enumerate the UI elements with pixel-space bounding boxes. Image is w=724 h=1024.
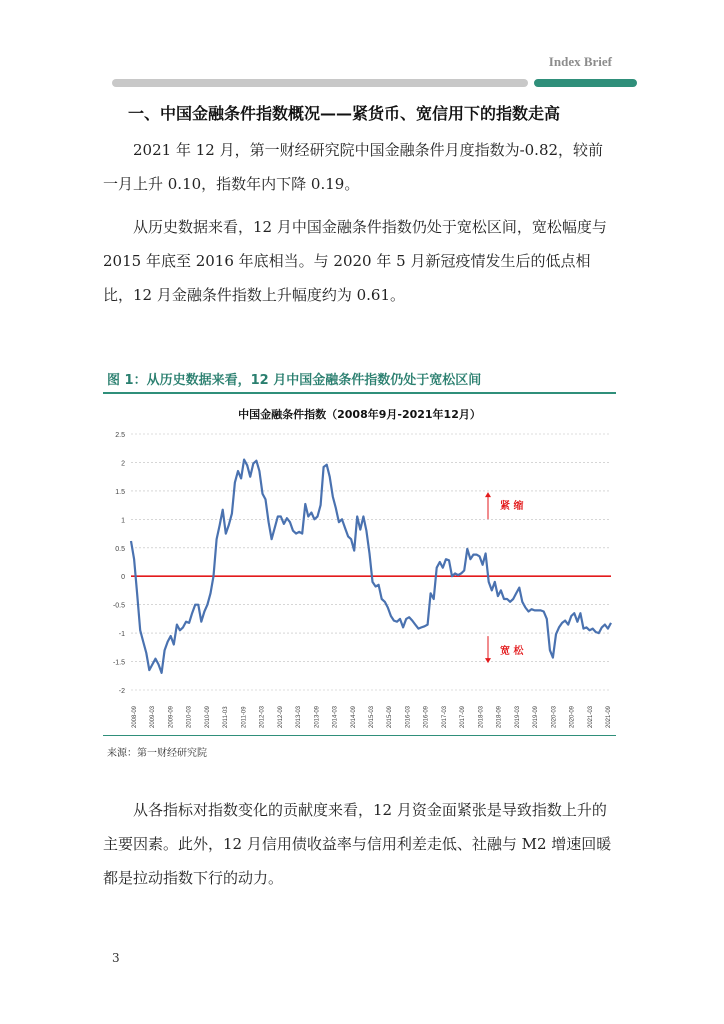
section-title: 一、中国金融条件指数概况——紧货币、宽信用下的指数走高: [128, 104, 561, 123]
figure-top-rule: [103, 392, 616, 394]
x-tick-label: 2017-09: [460, 705, 467, 728]
arrow-head-down-icon: [485, 658, 491, 663]
x-tick-label: 2018-03: [478, 705, 485, 728]
y-tick-label: -1: [118, 631, 125, 639]
x-tick-label: 2010-03: [186, 705, 193, 728]
chart-annotations: [485, 492, 524, 663]
y-tick-label: 1.5: [115, 488, 125, 496]
x-tick-label: 2012-03: [259, 705, 266, 728]
x-tick-label: 2013-09: [314, 705, 321, 728]
x-tick-label: 2013-03: [296, 705, 303, 728]
header-bar-gray: [112, 79, 528, 87]
y-tick-label: 2: [121, 460, 125, 468]
x-axis-labels: [132, 705, 612, 728]
annotation-label: 紧 缩: [500, 501, 524, 513]
x-tick-label: 2010-09: [204, 705, 211, 728]
y-tick-label: 1: [121, 517, 125, 525]
page-number: 3: [112, 951, 120, 965]
x-tick-label: 2012-09: [277, 705, 284, 728]
x-tick-label: 2020-03: [551, 705, 558, 728]
x-tick-label: 2017-03: [441, 705, 448, 728]
series-line: [131, 460, 611, 673]
figure-caption: 图 1：从历史数据来看，12 月中国金融条件指数仍处于宽松区间: [107, 373, 482, 388]
brand-label: Index Brief: [548, 54, 612, 69]
paragraph-1-text: 2021 年 12 月，第一财经研究院中国金融条件月度指数为-0.82，较前一月上升 0.10，指数年内下降 0.19。: [103, 141, 604, 193]
figure-source: 来源：第一财经研究院: [107, 748, 207, 759]
x-tick-label: 2009-03: [150, 705, 157, 728]
x-tick-label: 2014-09: [350, 705, 357, 728]
x-tick-label: 2015-03: [369, 705, 375, 728]
paragraph-3: [103, 793, 615, 895]
y-tick-label: -2: [118, 688, 125, 695]
x-tick-label: 2011-09: [241, 706, 248, 728]
x-tick-label: 2019-03: [514, 705, 521, 728]
y-axis-labels: [113, 432, 125, 695]
paragraph-3-text: 从各指标对指数变化的贡献度来看，12 月资金面紧张是导致指数上升的主要因素。此外，12 月信用债收益率与信用利差走低、社融与 M2 增速回暖都是拉动指数下行的动力。: [103, 801, 612, 887]
x-tick-label: 2018-09: [496, 705, 503, 728]
y-tick-label: 0: [121, 574, 125, 582]
x-tick-label: 2008-09: [132, 705, 138, 728]
x-tick-label: 2014-03: [332, 705, 339, 728]
y-tick-label: 0.5: [115, 545, 125, 553]
paragraph-2: [103, 210, 615, 312]
annotation-label: 宽 松: [500, 646, 524, 658]
chart-title: 中国金融条件指数（2008年9月-2021年12月）: [238, 408, 481, 421]
x-tick-label: 2021-09: [606, 705, 612, 728]
x-tick-label: 2016-09: [423, 705, 430, 728]
arrow-head-up-icon: [485, 492, 491, 497]
line-chart: [103, 420, 616, 730]
header-bar-green: [534, 79, 637, 87]
y-tick-label: -0.5: [112, 602, 125, 610]
paragraph-1: [103, 133, 615, 201]
figure-bottom-rule: [103, 735, 616, 736]
y-tick-label: 2.5: [115, 432, 125, 439]
paragraph-2-text: 从历史数据来看，12 月中国金融条件指数仍处于宽松区间，宽松幅度与 2015 年底至 2016 年底相当。与 2020 年 5 月新冠疫情发生后的低点相比，12 月金融条件指数上升幅度约为 0.61。: [103, 218, 607, 304]
x-tick-label: 2011-03: [223, 706, 230, 728]
x-tick-label: 2009-09: [168, 705, 175, 728]
x-tick-label: 2021-03: [587, 705, 594, 728]
x-tick-label: 2015-09: [387, 705, 394, 728]
x-tick-label: 2020-09: [569, 705, 576, 728]
y-tick-label: -1.5: [112, 659, 125, 667]
x-tick-label: 2019-09: [533, 705, 540, 728]
x-tick-label: 2016-03: [405, 705, 412, 728]
